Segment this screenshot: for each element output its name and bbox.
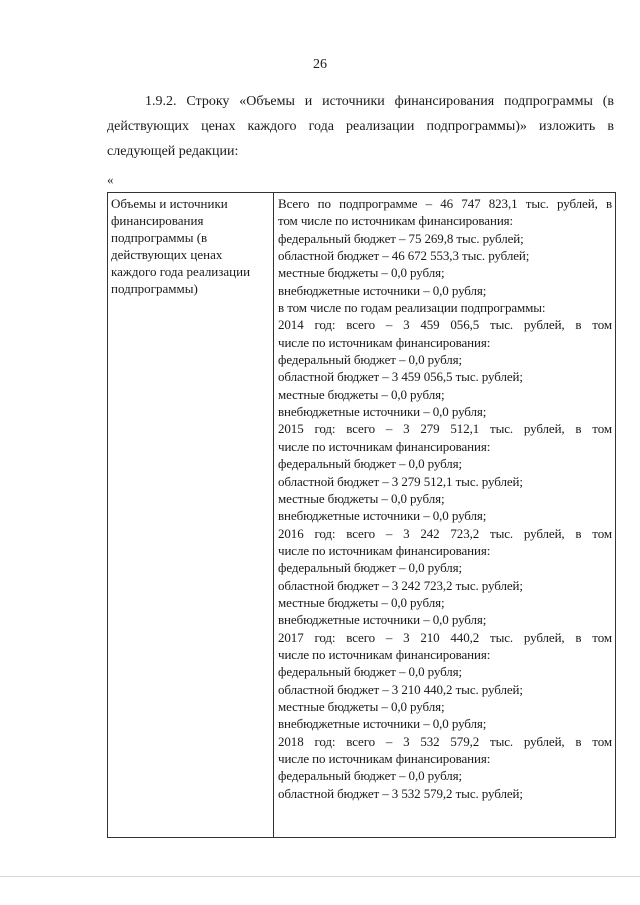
value-line: внебюджетные источники – 0,0 рубля; (278, 282, 487, 298)
value-line: внебюджетные источники – 0,0 рубля; (278, 508, 487, 524)
value-line: 2015 год: всего – 3 279 512,1 тыс. рублей, в том (278, 421, 612, 437)
value-line: областной бюджет – 3 532 579,2 тыс. рублей; (278, 785, 523, 801)
label-line: Объемы и источники (111, 196, 228, 211)
value-line: числе по источникам финансирования: (278, 438, 491, 454)
table-label-cell (108, 193, 274, 837)
value-line: местные бюджеты – 0,0 рубля; (278, 386, 445, 402)
value-line: областной бюджет – 46 672 553,3 тыс. рублей; (278, 248, 530, 264)
value-line: федеральный бюджет – 0,0 рубля; (278, 352, 463, 368)
label-line: подпрограммы) (111, 281, 198, 296)
value-line: 2018 год: всего – 3 532 579,2 тыс. рублей, в том (278, 733, 612, 749)
value-line: федеральный бюджет – 0,0 рубля; (278, 768, 463, 784)
value-line: том числе по источникам финансирования: (278, 213, 514, 229)
value-line: 2016 год: всего – 3 242 723,2 тыс. рублей, в том (278, 525, 612, 541)
financing-table (107, 192, 616, 838)
value-line: областной бюджет – 3 279 512,1 тыс. рублей; (278, 473, 523, 489)
value-line: областной бюджет – 3 459 056,5 тыс. рублей; (278, 369, 523, 385)
page-number: 26 (313, 57, 327, 72)
value-line: 2014 год: всего – 3 459 056,5 тыс. рублей, в том (278, 317, 612, 333)
value-line: областной бюджет – 3 242 723,2 тыс. рублей; (278, 577, 523, 593)
value-line: числе по источникам финансирования: (278, 334, 491, 350)
value-line: областной бюджет – 3 210 440,2 тыс. рублей; (278, 681, 523, 697)
page-bottom-edge (0, 876, 640, 877)
opening-quote-mark: « (107, 172, 114, 187)
value-line: внебюджетные источники – 0,0 рубля; (278, 612, 487, 628)
table-value-cell (274, 193, 615, 837)
value-line: федеральный бюджет – 0,0 рубля; (278, 664, 463, 680)
value-line: федеральный бюджет – 0,0 рубля; (278, 560, 463, 576)
label-line: финансирования (111, 213, 204, 228)
value-line: в том числе по годам реализации подпрограммы: (278, 300, 546, 316)
label-line: подпрограммы (в (111, 230, 208, 245)
value-line: внебюджетные источники – 0,0 рубля; (278, 404, 487, 420)
intro-paragraph: 1.9.2. Строку «Объемы и источники финансирования подпрограммы (в действующих ценах каждого года реализации подпрограммы)» изложить в следующей редакции: (107, 94, 614, 159)
value-line: местные бюджеты – 0,0 рубля; (278, 594, 445, 610)
value-line: местные бюджеты – 0,0 рубля; (278, 698, 445, 714)
value-line: числе по источникам финансирования: (278, 646, 491, 662)
label-line: каждого года реализации (111, 264, 251, 279)
value-line: числе по источникам финансирования: (278, 751, 491, 766)
value-line: федеральный бюджет – 75 269,8 тыс. рублей; (278, 230, 524, 246)
value-line: местные бюджеты – 0,0 рубля; (278, 265, 445, 281)
value-line: Всего по подпрограмме – 46 747 823,1 тыс. рублей, в (278, 196, 612, 211)
value-line: внебюджетные источники – 0,0 рубля; (278, 716, 487, 732)
value-line: местные бюджеты – 0,0 рубля; (278, 490, 445, 506)
value-line: 2017 год: всего – 3 210 440,2 тыс. рублей, в том (278, 629, 612, 645)
value-line: числе по источникам финансирования: (278, 542, 491, 558)
label-line: действующих ценах (111, 247, 223, 262)
value-line: федеральный бюджет – 0,0 рубля; (278, 456, 463, 472)
